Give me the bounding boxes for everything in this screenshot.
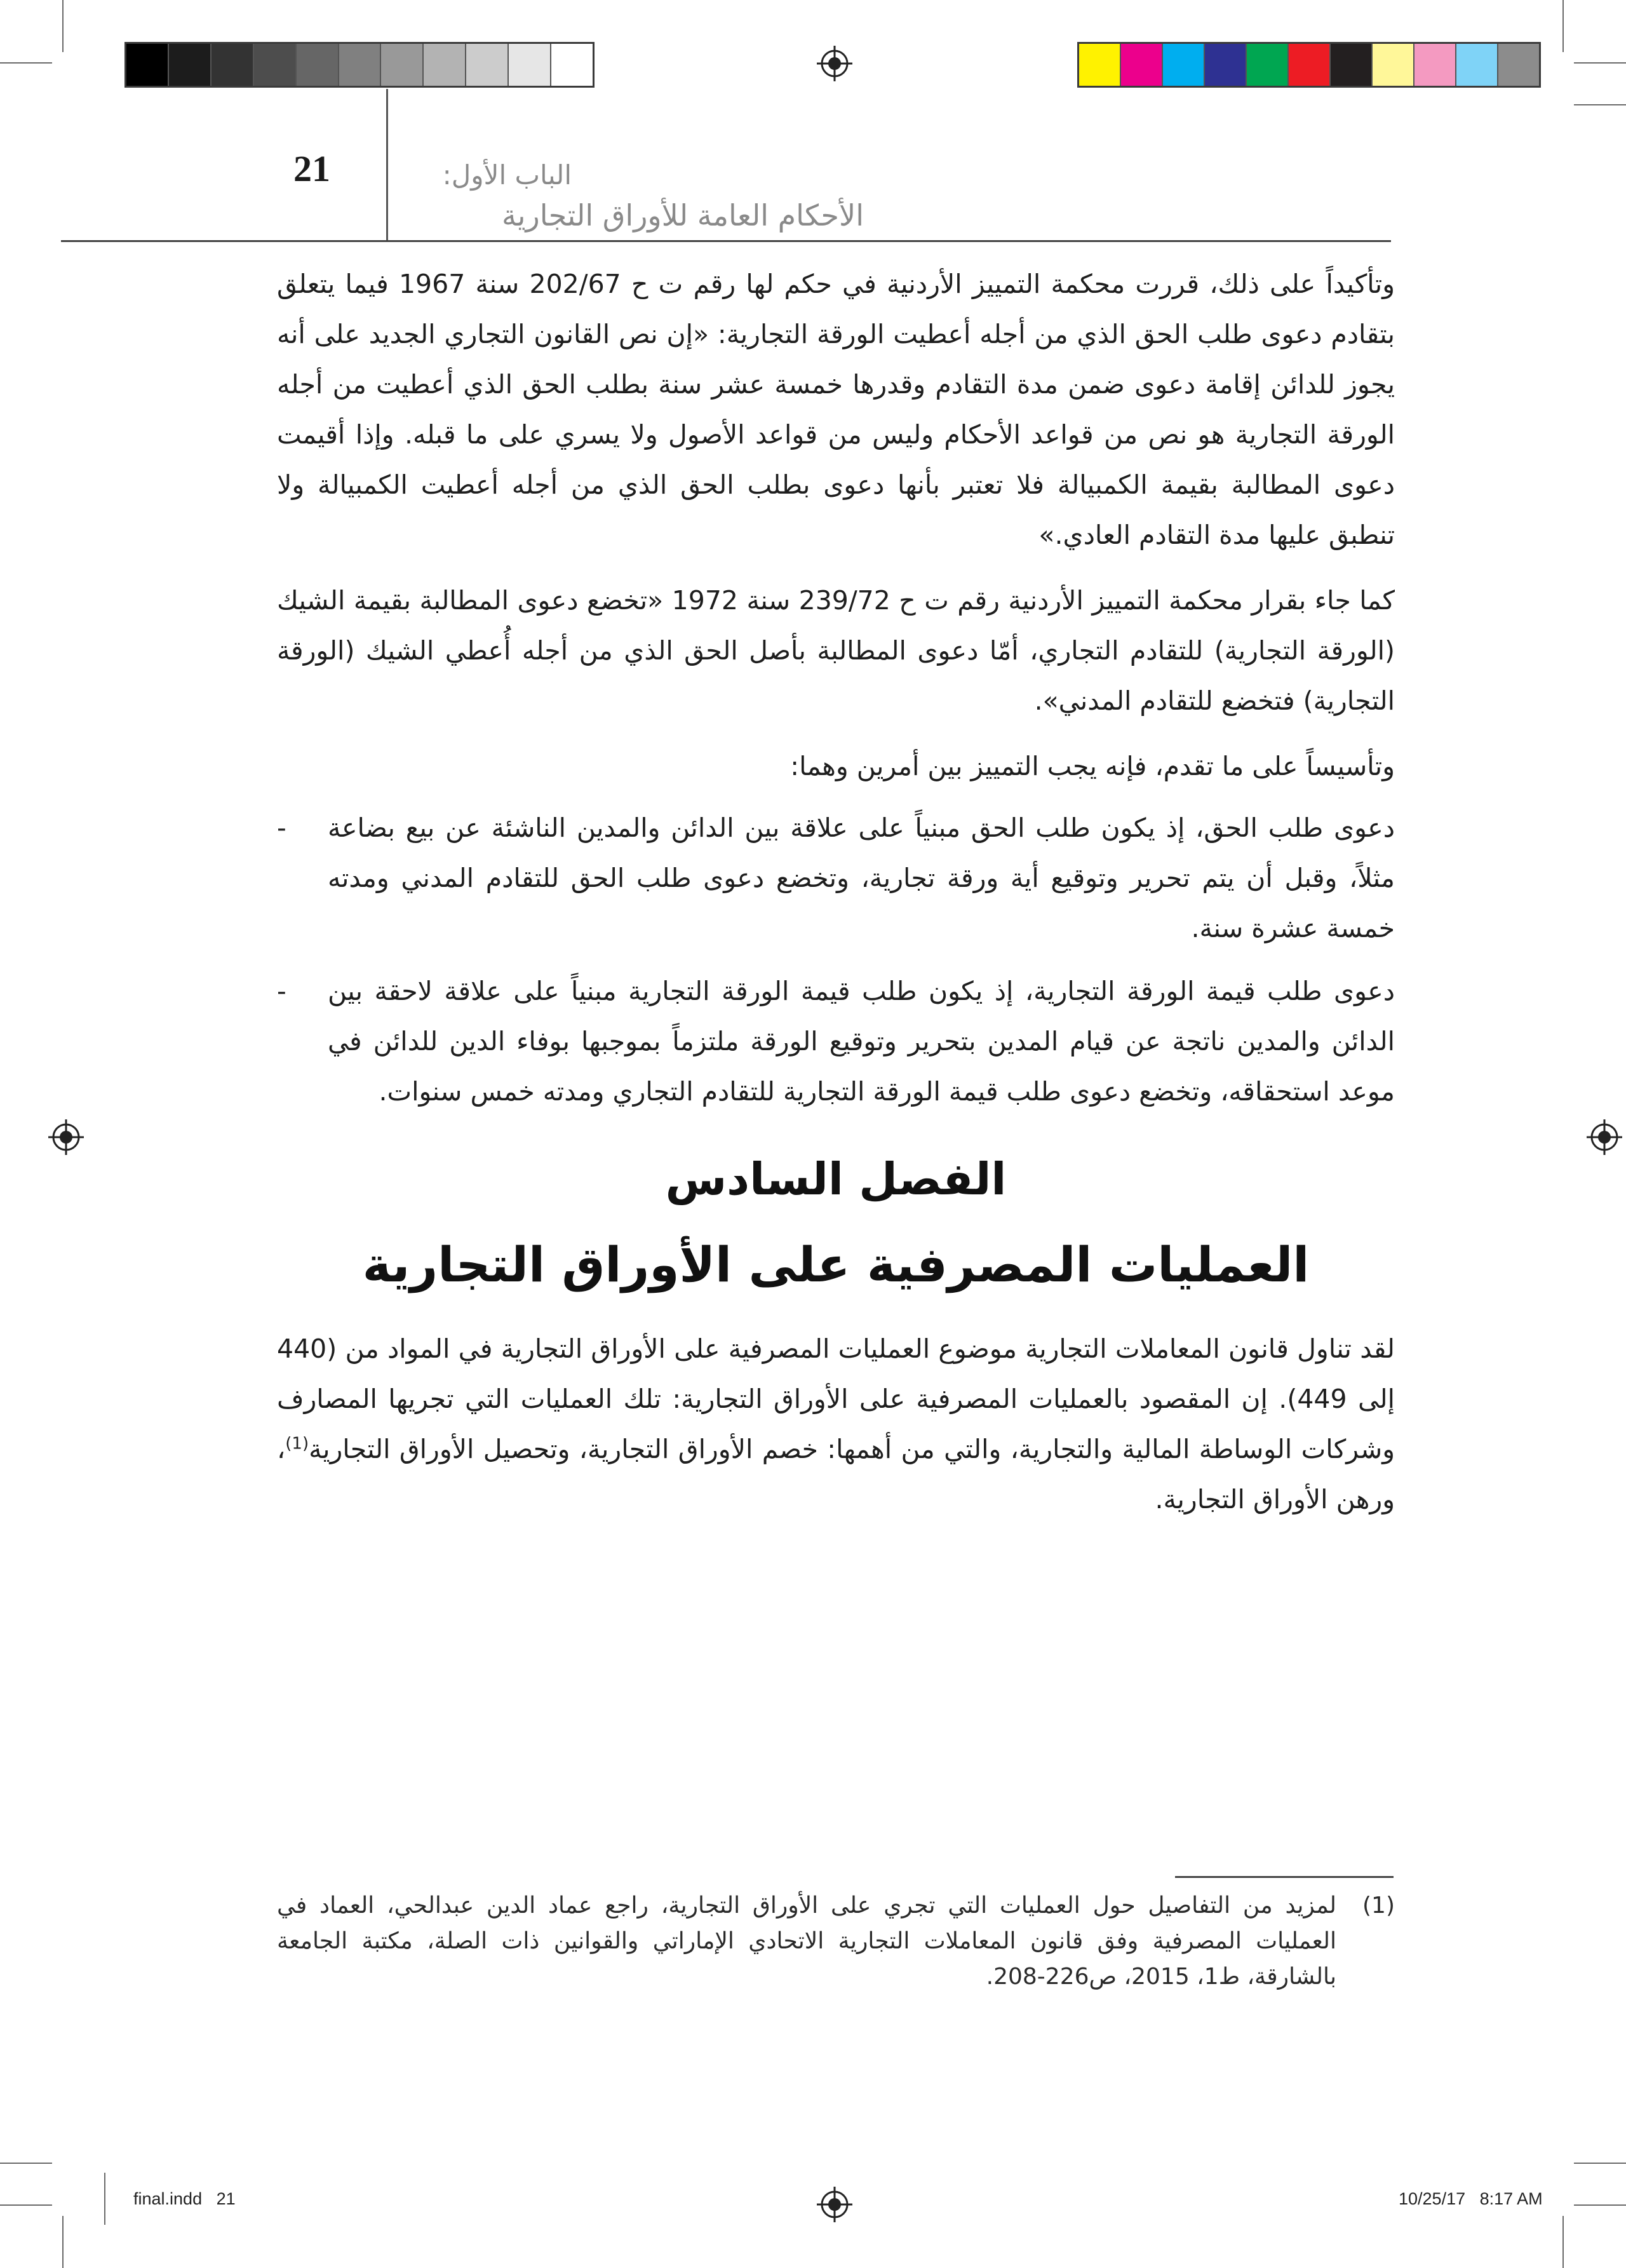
list-item <box>277 966 1395 1117</box>
crop-mark-top-right-inner <box>1574 104 1626 105</box>
color-swatch <box>424 44 466 86</box>
crop-mark-bottom-right-vertical <box>1562 2216 1564 2268</box>
footnote <box>277 1888 1395 1995</box>
lead-in-sentence: وتأسيساً على ما تقدم، فإنه يجب التمييز بين أمرين وهما: <box>790 751 1395 781</box>
bullet-dash: - <box>277 813 286 843</box>
color-swatch <box>509 44 551 86</box>
page-number: 21 <box>293 148 330 189</box>
color-swatch <box>169 44 212 86</box>
slug-filename: final.indd 21 <box>133 2189 236 2208</box>
main-text <box>277 259 1395 1540</box>
chapter-label: الفصل السادس <box>665 1153 1007 1205</box>
color-swatch <box>297 44 339 86</box>
crop-mark-bottom-right-inner <box>1574 2163 1626 2164</box>
header-rule <box>61 240 1391 242</box>
paragraph-2: كما جاء بقرار محكمة التمييز الأردنية رقم ت ح 239/72 سنة 1972 «تخضع دعوى المطالبة بقيمة الشيك (الورقة التجارية) للتقادم التجاري، أمّا دعوى المطالبة بأصل الحق الذي من أجله أُعطي الشيك (الورقة التجارية) فتخضع للتقادم المدني». <box>277 585 1395 716</box>
list-item-text: دعوى طلب قيمة الورقة التجارية، إذ يكون طلب قيمة الورقة التجارية مبنياً على علاقة لاحقة بين الدائن والمدين ناتجة عن قيام المدين بتحرير وتوقيع الورقة ملتزماً بموجبها بوفاء الدين للدائن في موعد استحقاقه، وتخضع دعوى طلب قيمة الورقة التجارية للتقادم التجاري ومدته خمس سنوات. <box>328 976 1395 1107</box>
registration-mark-right-icon <box>1587 1119 1622 1155</box>
color-swatch <box>339 44 382 86</box>
color-swatch <box>1414 44 1456 86</box>
color-swatch <box>1456 44 1498 86</box>
color-swatch <box>1121 44 1163 86</box>
footnote-text: لمزيد من التفاصيل حول العمليات التي تجري على الأوراق التجارية، راجع عماد الدين عبدالحي، العماد في العمليات المصرفية وفق قانون المعاملات التجارية الاتحادي الإماراتي والقوانين ذات الصلة، مكتبة الجامعة بالشارقة، ط1، 2015، ص226-208. <box>277 1893 1336 1990</box>
registration-mark-left-icon <box>48 1119 84 1155</box>
color-swatch <box>1373 44 1414 86</box>
header-part-label: الباب الأول: <box>442 159 572 191</box>
list-item-text: دعوى طلب الحق، إذ يكون طلب الحق مبنياً على علاقة بين الدائن والمدين الناشئة عن بيع بضاعة مثلاً، وقبل أن يتم تحرير وتوقيع أية ورقة تجارية، وتخضع دعوى طلب الحق للتقادم المدني ومدته خمسة عشرة سنة. <box>328 813 1395 943</box>
header-part-title: الأحكام العامة للأوراق التجارية <box>502 198 864 233</box>
registration-mark-bottom-icon <box>817 2187 852 2222</box>
chapter-paragraph <box>277 1324 1395 1525</box>
bullet-dash: - <box>277 976 286 1006</box>
chapter-paragraph-end: ، ورهن الأوراق التجارية. <box>277 1434 1395 1515</box>
crop-mark-bottom-left-inner <box>0 2163 52 2164</box>
color-swatch <box>254 44 297 86</box>
chapter-paragraph-text: لقد تناول قانون المعاملات التجارية موضوع العمليات المصرفية على الأوراق التجارية في المواد من (440 إلى 449). إن المقصود بالعمليات المصرفية على الأوراق التجارية: تلك العمليات التي تجريها المصارف وشركات الوساطة المالية والتجارية، والتي من أهمها: خصم الأوراق التجارية، وتحصيل الأوراق التجارية <box>277 1333 1395 1464</box>
footnote-separator <box>1175 1876 1394 1878</box>
color-swatch <box>1331 44 1373 86</box>
slug-timestamp: 10/25/17 8:17 AM <box>1399 2189 1543 2208</box>
color-swatch <box>126 44 169 86</box>
list-item <box>277 803 1395 954</box>
crop-mark-bottom-right-horizontal <box>1574 2204 1626 2206</box>
color-swatch <box>1163 44 1205 86</box>
footnote-reference: (1) <box>285 1434 309 1454</box>
footnote-number: (1) <box>1362 1893 1395 1919</box>
color-swatch <box>1247 44 1289 86</box>
paragraph-1: وتأكيداً على ذلك، قررت محكمة التمييز الأردنية في حكم لها رقم ت ح 202/67 سنة 1967 فيما يتعلق بتقادم دعوى طلب الحق الذي من أجله أعطيت الورقة التجارية: «إن نص القانون التجاري الجديد على أنه يجوز للدائن إقامة دعوى ضمن مدة التقادم وقدرها خمسة عشر سنة بطلب الحق الذي أعطيت من أجله الورقة التجارية هو نص من قواعد الأحكام وليس من قواعد الأصول ولا يسري على ما قبله. وإذا أقيمت دعوى المطالبة بقيمة الكمبيالة فلا تعتبر بأنها دعوى بطلب الحق الذي من أجله أعطيت الكمبيالة ولا تنطبق عليها مدة التقادم العادي.» <box>277 269 1395 550</box>
color-swatch <box>466 44 509 86</box>
color-swatch <box>212 44 254 86</box>
crop-mark-top-left-vertical <box>62 0 64 52</box>
color-swatch <box>1289 44 1331 86</box>
footnotes <box>277 1888 1395 1995</box>
color-swatch <box>1498 44 1539 86</box>
running-header <box>406 156 864 236</box>
process-color-bar <box>1077 42 1541 88</box>
crop-mark-bottom-left-slug <box>104 2173 105 2225</box>
crop-mark-bottom-left-horizontal <box>0 2204 52 2206</box>
color-swatch <box>551 44 593 86</box>
registration-mark-top-icon <box>817 46 852 81</box>
crop-mark-bottom-left-vertical <box>62 2216 64 2268</box>
color-swatch <box>1205 44 1247 86</box>
chapter-title: العمليات المصرفية على الأوراق التجارية <box>362 1236 1310 1293</box>
color-swatch <box>381 44 424 86</box>
grayscale-color-bar <box>124 42 595 88</box>
color-swatch <box>1079 44 1121 86</box>
crop-mark-top-right-horizontal <box>1574 62 1626 64</box>
header-vertical-divider <box>386 89 388 241</box>
crop-mark-top-right-vertical <box>1562 0 1564 52</box>
crop-mark-top-left-horizontal <box>0 62 52 64</box>
